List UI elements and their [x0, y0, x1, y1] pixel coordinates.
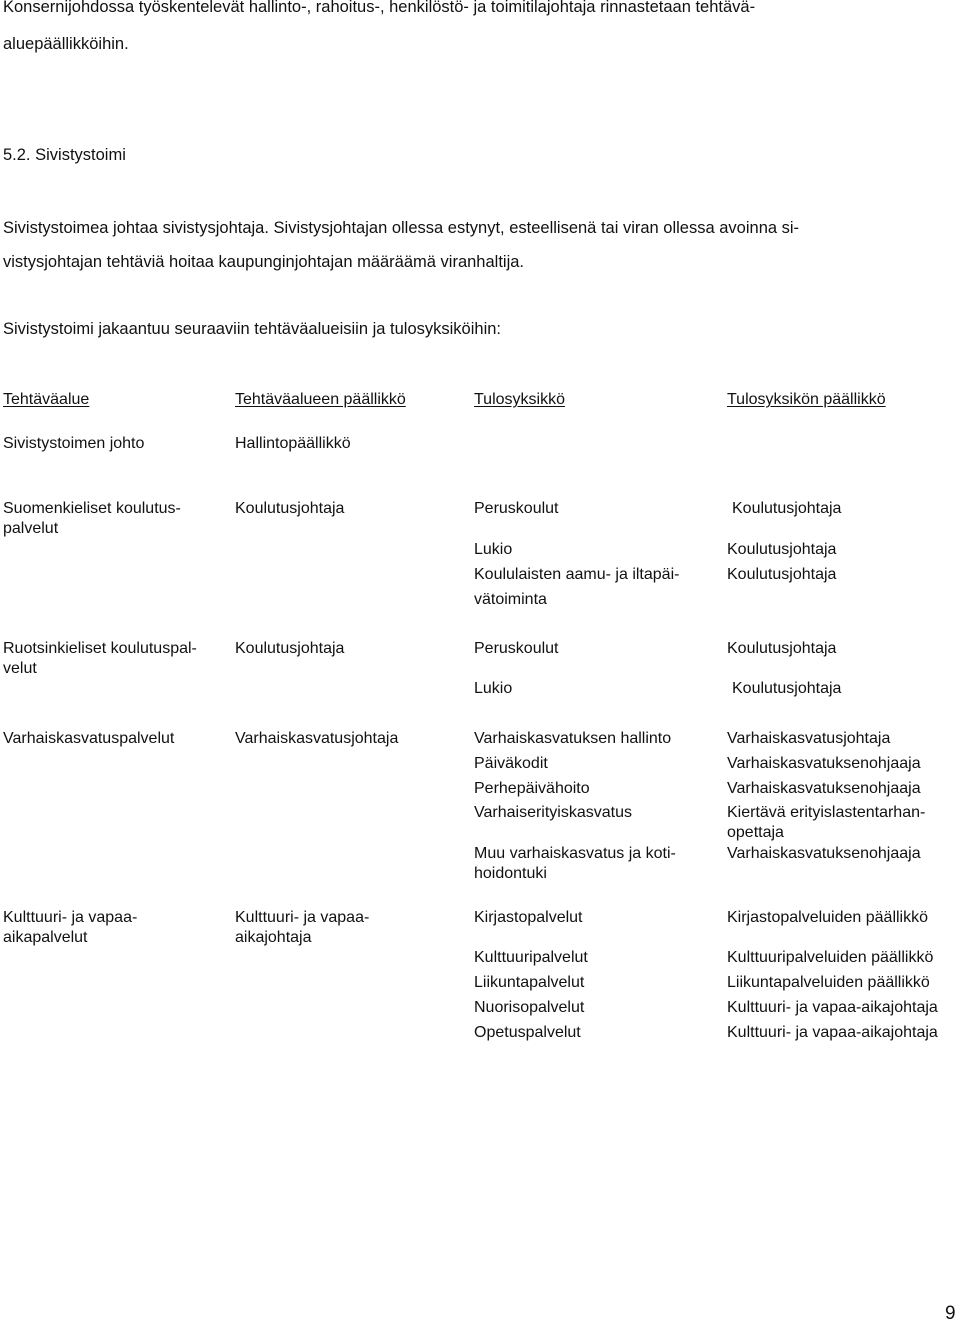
g5-unit-5: Opetuspalvelut: [474, 1024, 581, 1041]
g5-unit-3: Liikuntapalvelut: [474, 974, 585, 991]
g4-unit-manager-5: Varhaiskasvatuksenohjaaja: [727, 845, 921, 862]
g3-area-line-2: velut: [3, 660, 37, 677]
g2-unit-3-line-2: vätoiminta: [474, 591, 547, 608]
g3-area-line-1: Ruotsinkieliset koulutuspal-: [3, 640, 197, 657]
paragraph-2: Sivistystoimi jakaantuu seuraaviin tehtäväalueisiin ja tulosyksiköihin:: [3, 320, 501, 338]
g4-unit-5-line-1: Muu varhaiskasvatus ja koti-: [474, 845, 676, 862]
g4-unit-manager-2: Varhaiskasvatuksenohjaaja: [727, 755, 921, 772]
g4-unit-4: Varhaiserityiskasvatus: [474, 804, 632, 821]
g2-unit-2: Lukio: [474, 541, 513, 558]
g5-unit-manager-2: Kulttuuripalveluiden päällikkö: [727, 949, 934, 966]
paragraph-1-line-2: vistysjohtajan tehtäviä hoitaa kaupunginjohtajan määräämä viranhaltija.: [3, 253, 524, 271]
g4-unit-manager-4-line-1: Kiertävä erityislastentarhan-: [727, 804, 926, 821]
g2-unit-manager-3: Koulutusjohtaja: [727, 566, 837, 583]
g5-unit-manager-3: Liikuntapalveluiden päällikkö: [727, 974, 930, 991]
g1-area: Sivistystoimen johto: [3, 435, 145, 452]
section-heading: 5.2. Sivistystoimi: [3, 146, 126, 164]
g4-unit-5-line-2: hoidontuki: [474, 865, 547, 882]
g1-manager: Hallintopäällikkö: [235, 435, 351, 452]
g2-area-line-2: palvelut: [3, 520, 59, 537]
header-unit: Tulosyksikkö: [474, 391, 565, 408]
g5-manager-line-1: Kulttuuri- ja vapaa-: [235, 909, 370, 926]
page-number: 9: [945, 1303, 956, 1324]
g5-unit-manager-1: Kirjastopalveluiden päällikkö: [727, 909, 929, 926]
g2-unit-1: Peruskoulut: [474, 500, 559, 517]
g4-area: Varhaiskasvatuspalvelut: [3, 730, 175, 747]
g5-unit-2: Kulttuuripalvelut: [474, 949, 588, 966]
intro-line-1: Konsernijohdossa työskentelevät hallinto-, rahoitus-, henkilöstö- ja toimitilajohtaja rinnastetaan tehtävä-: [3, 0, 756, 16]
g2-unit-3-line-1: Koululaisten aamu- ja iltapäi-: [474, 566, 680, 583]
g4-manager: Varhaiskasvatusjohtaja: [235, 730, 399, 747]
g4-unit-3: Perhepäivähoito: [474, 780, 590, 797]
g4-unit-2: Päiväkodit: [474, 755, 548, 772]
g4-unit-manager-1: Varhaiskasvatusjohtaja: [727, 730, 891, 747]
g3-unit-2: Lukio: [474, 680, 513, 697]
g5-manager-line-2: aikajohtaja: [235, 929, 312, 946]
g5-area-line-1: Kulttuuri- ja vapaa-: [3, 909, 138, 926]
g5-unit-manager-4: Kulttuuri- ja vapaa-aikajohtaja: [727, 999, 938, 1016]
g5-unit-manager-5: Kulttuuri- ja vapaa-aikajohtaja: [727, 1024, 938, 1041]
g3-unit-manager-1: Koulutusjohtaja: [727, 640, 837, 657]
g4-unit-manager-3: Varhaiskasvatuksenohjaaja: [727, 780, 921, 797]
g3-unit-1: Peruskoulut: [474, 640, 559, 657]
header-area: Tehtäväalue: [3, 391, 90, 408]
g4-unit-manager-4-line-2: opettaja: [727, 824, 784, 841]
g3-unit-manager-2: Koulutusjohtaja: [732, 680, 842, 697]
g5-unit-1: Kirjastopalvelut: [474, 909, 583, 926]
g2-unit-manager-1: Koulutusjohtaja: [732, 500, 842, 517]
g2-manager: Koulutusjohtaja: [235, 500, 345, 517]
header-unit-manager: Tulosyksikön päällikkö: [727, 391, 886, 408]
g5-unit-4: Nuorisopalvelut: [474, 999, 585, 1016]
g4-unit-1: Varhaiskasvatuksen hallinto: [474, 730, 672, 747]
g2-unit-manager-2: Koulutusjohtaja: [727, 541, 837, 558]
paragraph-1-line-1: Sivistystoimea johtaa sivistysjohtaja. Sivistysjohtajan ollessa estynyt, esteellisenä tai viran ollessa avoinna si-: [3, 219, 800, 237]
g5-area-line-2: aikapalvelut: [3, 929, 88, 946]
g2-area-line-1: Suomenkieliset koulutus-: [3, 500, 181, 517]
g3-manager: Koulutusjohtaja: [235, 640, 345, 657]
intro-line-2: aluepäällikköihin.: [3, 35, 129, 53]
header-area-manager: Tehtäväalueen päällikkö: [235, 391, 406, 408]
